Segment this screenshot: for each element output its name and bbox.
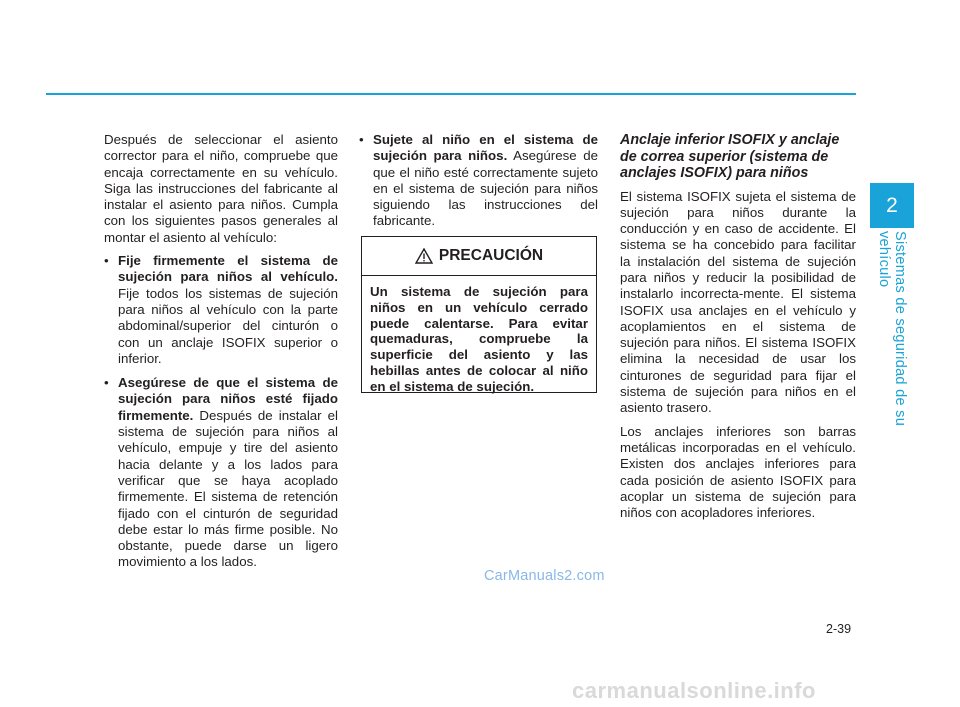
intro-paragraph: Después de seleccionar el asiento corrector para el niño, compruebe que encaja correctamente en su vehículo. Siga las instrucciones del fabricante al instalar el asiento para niños. Cumpla con los siguientes pasos generales al montar el asiento al vehículo: (104, 132, 338, 245)
bullet-item (104, 375, 338, 571)
chapter-title: Sistemas de seguridad de su vehículo (876, 231, 908, 427)
page-number: 2-39 (826, 622, 852, 636)
isofix-paragraph-1: El sistema ISOFIX sujeta el sistema de sujeción para niños durante la conducción y en caso de accidente. El sistema se ha concebido para facilitar la instalación del sistema de sujeción para niños y reducir la posibilidad de instalarlo incorrecta-mente. El sistema ISOFIX usa anclajes en el vehículo y acoplamientos en el sistema de sujeción para niños. El sistema ISOFIX elimina la necesidad de usar los cinturones de seguridad para fijar el sistema de sujeción para niños en el asiento trasero. (620, 188, 856, 416)
column-2 (359, 132, 598, 238)
header-rule (46, 93, 856, 95)
bullet-dot: • (104, 375, 109, 391)
caution-text: Un sistema de sujeción para niños en un vehículo cerrado puede calentarse. Para evitar quemaduras, compruebe la superficie del asiento y las hebillas antes de colocar al niño en el sistema de sujeción. (370, 284, 588, 394)
section-heading: Anclaje inferior ISOFIX y anclaje de correa superior (sistema de anclajes ISOFIX) para niños (620, 132, 840, 181)
caution-title: PRECAUCIÓN (438, 247, 544, 264)
bullet-dot: • (359, 132, 364, 147)
bullet-item (104, 253, 338, 367)
isofix-paragraph-2: Los anclajes inferiores son barras metálicas incorporadas en el vehículo. Existen dos anclajes inferiores para cada posición de asiento ISOFIX para acoplar un sistema de sujeción para niños con acopladores inferiores. (620, 423, 856, 521)
bullet-heading: Sujete al niño en el sistema de sujeción para niños. (373, 132, 598, 164)
bullet-text: Asegúrese de que el niño esté correctamente sujeto en el sistema de sujeción para niños siguiendo las instrucciones del fabricante. (373, 148, 598, 229)
footer-watermark: carmanualsonline.info (572, 678, 816, 703)
column-1 (104, 132, 338, 579)
bullet-text: Fije todos los sistemas de sujeción para niños al vehículo con la parte abdominal/superior del cinturón o con un anclaje ISOFIX superior o inferior. (118, 285, 338, 366)
watermark: CarManuals2.com (484, 568, 605, 584)
bullet-heading: Fije firmemente el sistema de sujeción para niños al vehículo. (118, 253, 338, 285)
chapter-tab: 2 (870, 183, 914, 228)
warning-triangle-icon (415, 248, 433, 264)
bullet-text: Después de instalar el sistema de sujeción para niños al vehículo, empuje y tire del asiento hacia delante y a los lados para verificar que se haya acoplado firmemente. El sistema de retención fijado con el cinturón de seguridad debe estar lo más firme posible. No obstante, puede darse un ligero movimiento a los lados. (118, 407, 338, 570)
column-3 (620, 132, 856, 528)
bullet-heading: Asegúrese de que el sistema de sujeción para niños esté fijado firmemente. (118, 375, 338, 423)
caution-box (361, 236, 597, 393)
bullet-item (359, 132, 598, 230)
bullet-dot: • (104, 253, 109, 269)
caution-header (362, 237, 596, 276)
